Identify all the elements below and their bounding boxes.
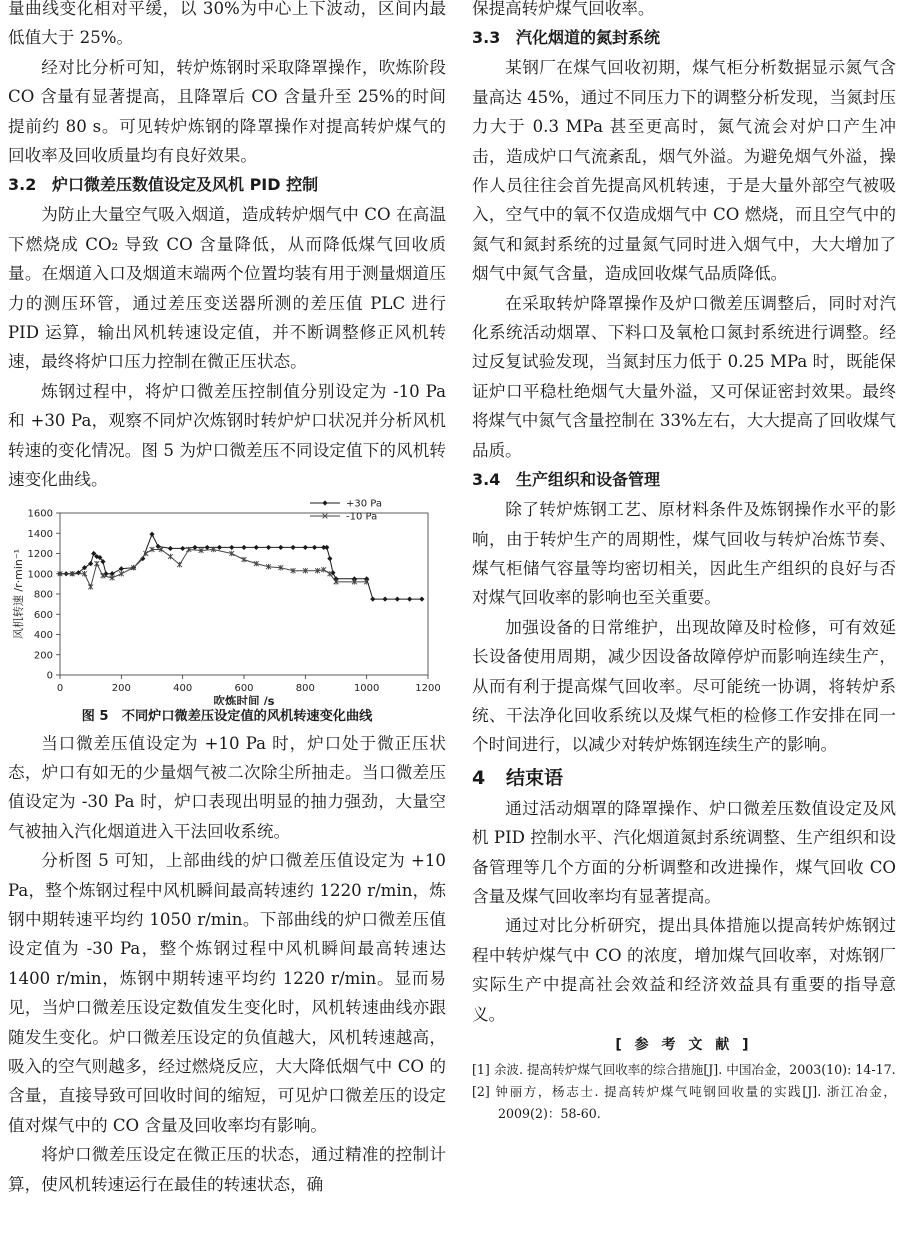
- section-3-3-heading: [472, 23, 896, 53]
- data-point: [407, 596, 412, 601]
- data-point: [370, 596, 375, 601]
- paragraph-compare: 经对比分析可知，转炉炼钢时采取降罩操作，吹炼阶段 CO 含量有显著提高，且降罩后 CO 含量升至 25%的时间提前约 80 s。可见转炉炼钢的降罩操作对提高转炉煤气的回收率及回收质量均有良好效果。: [8, 57, 446, 166]
- paragraph-organization-1: 除了转炉炼钢工艺、原材料条件及炼钢操作水平的影响，由于转炉生产的周期性，煤气回收与转炉冶炼节奏、煤气柜储气容量等均密切相关，因此生产组织的良好与否对煤气回收率的影响也至关重要。: [472, 500, 896, 608]
- y-tick-label: 1400: [27, 528, 53, 540]
- paragraph-continued: 保提高转炉煤气回收率。: [472, 0, 655, 18]
- data-point: [290, 544, 295, 549]
- section-3-4-heading: [472, 465, 896, 495]
- figure-5-chart: [8, 495, 446, 705]
- x-tick-label: 800: [295, 682, 315, 694]
- section-number: 4: [472, 766, 486, 789]
- data-point: [382, 596, 387, 601]
- paragraph-analysis: 分析图 5 可知，上部曲线的炉口微差压值设定为 +10 Pa，整个炼钢过程中风机瞬间最高转速约 1220 r/min，炼钢中期转速平均约 1050 r/min。下部曲线的炉口微差压值设定值为 -30 Pa，整个炼钢过程中风机瞬间最高转速达 1400 r/min，炼钢中期转速平均约 1220 r/min。显而易见，当炉口微差压设定数值发生变化时，风机转速曲线亦跟随发生变化。炉口微差压设定的负值越大，风机转速越高，吸入的空气则越多，经过燃烧反应，大大降低烟气中 CO 的含量，直接导致可回收时间的缩短，可见炉口微差压的设定值对煤气中的 CO 含量及回收率均有影响。: [8, 851, 446, 1135]
- section-4-heading: [472, 762, 896, 794]
- x-tick-label: 1000: [353, 682, 380, 694]
- y-tick-label: 1000: [27, 568, 53, 580]
- data-point: [419, 596, 424, 601]
- x-tick-label: 0: [56, 682, 64, 694]
- chart-axes: [11, 508, 441, 705]
- paragraph-when: 当口微差压值设定为 +10 Pa 时，炉口处于微正压状态，炉口有如无的少量烟气被二次除尘所抽走。当口微差压值设定为 -30 Pa 时，炉口表现出明显的抽力强劲，大量空气被抽入汽化烟道进入干法回收系统。: [8, 733, 446, 841]
- section-title: 结束语: [506, 766, 564, 789]
- chart-series: [57, 531, 424, 601]
- paragraph-conclusion-2: 通过对比分析研究，提出具体措施以提高转炉炼钢过程中转炉煤气中 CO 的浓度，增加煤气回收率，对炼钢厂实际生产中提高社会效益和经济效益具有重要的指导意义。: [472, 916, 896, 1024]
- data-point: [177, 561, 182, 567]
- section-3-2-heading: [8, 170, 446, 200]
- data-point: [168, 553, 173, 559]
- section-title: 汽化烟道的氮封系统: [516, 28, 661, 48]
- data-point: [180, 545, 185, 550]
- y-tick-label: 1600: [27, 508, 53, 519]
- plot-frame: [60, 513, 428, 675]
- x-tick-label: 1200: [415, 682, 441, 694]
- data-point: [266, 544, 271, 549]
- series-1: [57, 531, 424, 601]
- paragraph-conclusion-1: 通过活动烟罩的降罩操作、炉口微差压数值设定及风机 PID 控制水平、汽化烟道氮封系统调整、生产组织和设备管理等几个方面的分析调整和改进操作，煤气回收 CO 含量及煤气回收率均有显著提高。: [472, 798, 896, 906]
- legend-marker: [322, 500, 327, 505]
- section-title: 炉口微差压数值设定及风机 PID 控制: [52, 175, 319, 195]
- section-number: 3.3: [472, 28, 501, 48]
- series-line: [60, 549, 367, 586]
- data-point: [327, 555, 332, 560]
- legend-label: -10 Pa: [346, 511, 378, 522]
- legend-label: +30 Pa: [346, 498, 382, 509]
- figure-caption: 图 5 不同炉口微差压设定值的风机转速变化曲线: [81, 708, 373, 724]
- x-axis-label: 吹炼时间 /s: [213, 693, 275, 705]
- paragraph-organization-2: 加强设备的日常维护，出现故障及时检修，可有效延长设备使用周期，减少因设备故障停炉而影响连续生产，从而有利于提高煤气回收率。尽可能统一协调，将转炉系统、干法净化回收系统以及煤气柜的检修工作安排在同一个时间进行，以减少对转炉炼钢连续生产的影响。: [472, 617, 896, 755]
- references-title: [ 参 考 文 献 ]: [615, 1037, 753, 1053]
- right-column: [472, 0, 896, 1125]
- x-tick-label: 600: [234, 682, 254, 694]
- paragraph-process: 炼钢过程中，将炉口微差压控制值分别设定为 -10 Pa 和 +30 Pa，观察不同炉次炼钢时转炉炉口状况并分析风机转速的变化情况。图 5 为炉口微差压不同设定值下的风机转速变化曲线。: [8, 381, 446, 490]
- data-point: [242, 556, 247, 562]
- data-point: [312, 544, 317, 549]
- reference-item: [1] 余波. 提高转炉煤气回收率的综合措施[J]. 中国冶金，2003(10): 14-17.: [472, 1062, 896, 1077]
- data-point: [149, 531, 154, 536]
- data-point: [119, 570, 124, 576]
- data-point: [192, 544, 197, 549]
- paragraph-nitrogen-1: 某钢厂在煤气回收初期，煤气柜分析数据显示氮气含量高达 45%，通过不同压力下的调整分析发现，当氮封压力大于 0.3 MPa 甚至更高时，氮气流会对炉口产生冲击，造成炉口气流紊乱，烟气外溢。为避免烟气外溢，操作人员往往会首先提高风机转速，于是大量外部空气被吸入，空气中的氧不仅造成烟气中 CO 燃烧，而且空气中的氮气和氮封系统的过量氮气同时进入烟气中，大大增加了烟气中氮气含量，造成回收煤气品质降低。: [472, 58, 896, 284]
- paragraph-last: 将炉口微差压设定在微正压的状态，通过精准的控制计算，使风机转速运行在最佳的转速状态，确: [8, 1145, 446, 1194]
- chart-legend: [310, 498, 382, 522]
- data-point: [303, 544, 308, 549]
- data-point: [217, 544, 222, 549]
- y-tick-label: 1200: [27, 548, 53, 560]
- y-axis-label: 风机转速 /r·min⁻¹: [12, 548, 25, 639]
- data-point: [254, 544, 259, 549]
- data-point: [205, 544, 210, 549]
- data-point: [395, 596, 400, 601]
- section-title: 生产组织和设备管理: [516, 470, 661, 490]
- paragraph-prevent: 为防止大量空气吸入烟道，造成转炉烟气中 CO 在高温下燃烧成 CO₂ 导致 CO 含量降低，从而降低煤气回收质量。在烟道入口及烟道末端两个位置均装有用于测量烟道压力的测压环管，通过差压变送器所测的差压值 PLC 进行 PID 运算，输出风机转速设定值，并不断调整修正风机转速，最终将炉口压力控制在微正压状态。: [8, 205, 446, 372]
- paragraph-top: 量曲线变化相对平缓，以 30%为中心上下波动，区间内最低值大于 25%。: [8, 0, 446, 48]
- data-point: [278, 544, 283, 549]
- x-tick-label: 400: [173, 682, 193, 694]
- fan-speed-line-chart: [8, 495, 446, 705]
- data-point: [241, 544, 246, 549]
- data-point: [229, 544, 234, 549]
- y-tick-label: 200: [33, 649, 53, 661]
- data-point: [168, 545, 173, 550]
- series-line: [60, 534, 422, 599]
- data-point: [88, 584, 93, 590]
- left-column: [8, 0, 446, 1199]
- x-tick-label: 200: [111, 682, 131, 694]
- data-point: [94, 560, 99, 566]
- data-point: [324, 544, 329, 549]
- y-tick-label: 800: [33, 589, 53, 600]
- section-number: 3.2: [8, 175, 37, 195]
- data-point: [88, 561, 93, 566]
- y-tick-label: 400: [33, 629, 53, 641]
- data-point: [119, 566, 124, 571]
- y-tick-label: 0: [46, 670, 53, 681]
- y-tick-label: 600: [33, 609, 53, 621]
- reference-item: [2] 钟丽方，杨志士. 提高转炉煤气吨钢回收量的实践[J]. 浙江冶金，2009(2)：58-60.: [472, 1084, 896, 1121]
- section-number: 3.4: [472, 470, 501, 490]
- paragraph-nitrogen-2: 在采取转炉降罩操作及炉口微差压调整后，同时对汽化系统活动烟罩、下料口及氧枪口氮封系统进行调整。经过反复试验发现，当氮封压力低于 0.25 MPa 时，既能保证炉口平稳杜绝烟气大量外溢，又可保证密封效果。最终将煤气中氮气含量控制在 33%左右，大大提高了回收煤气品质。: [472, 293, 896, 460]
- data-point: [143, 550, 148, 556]
